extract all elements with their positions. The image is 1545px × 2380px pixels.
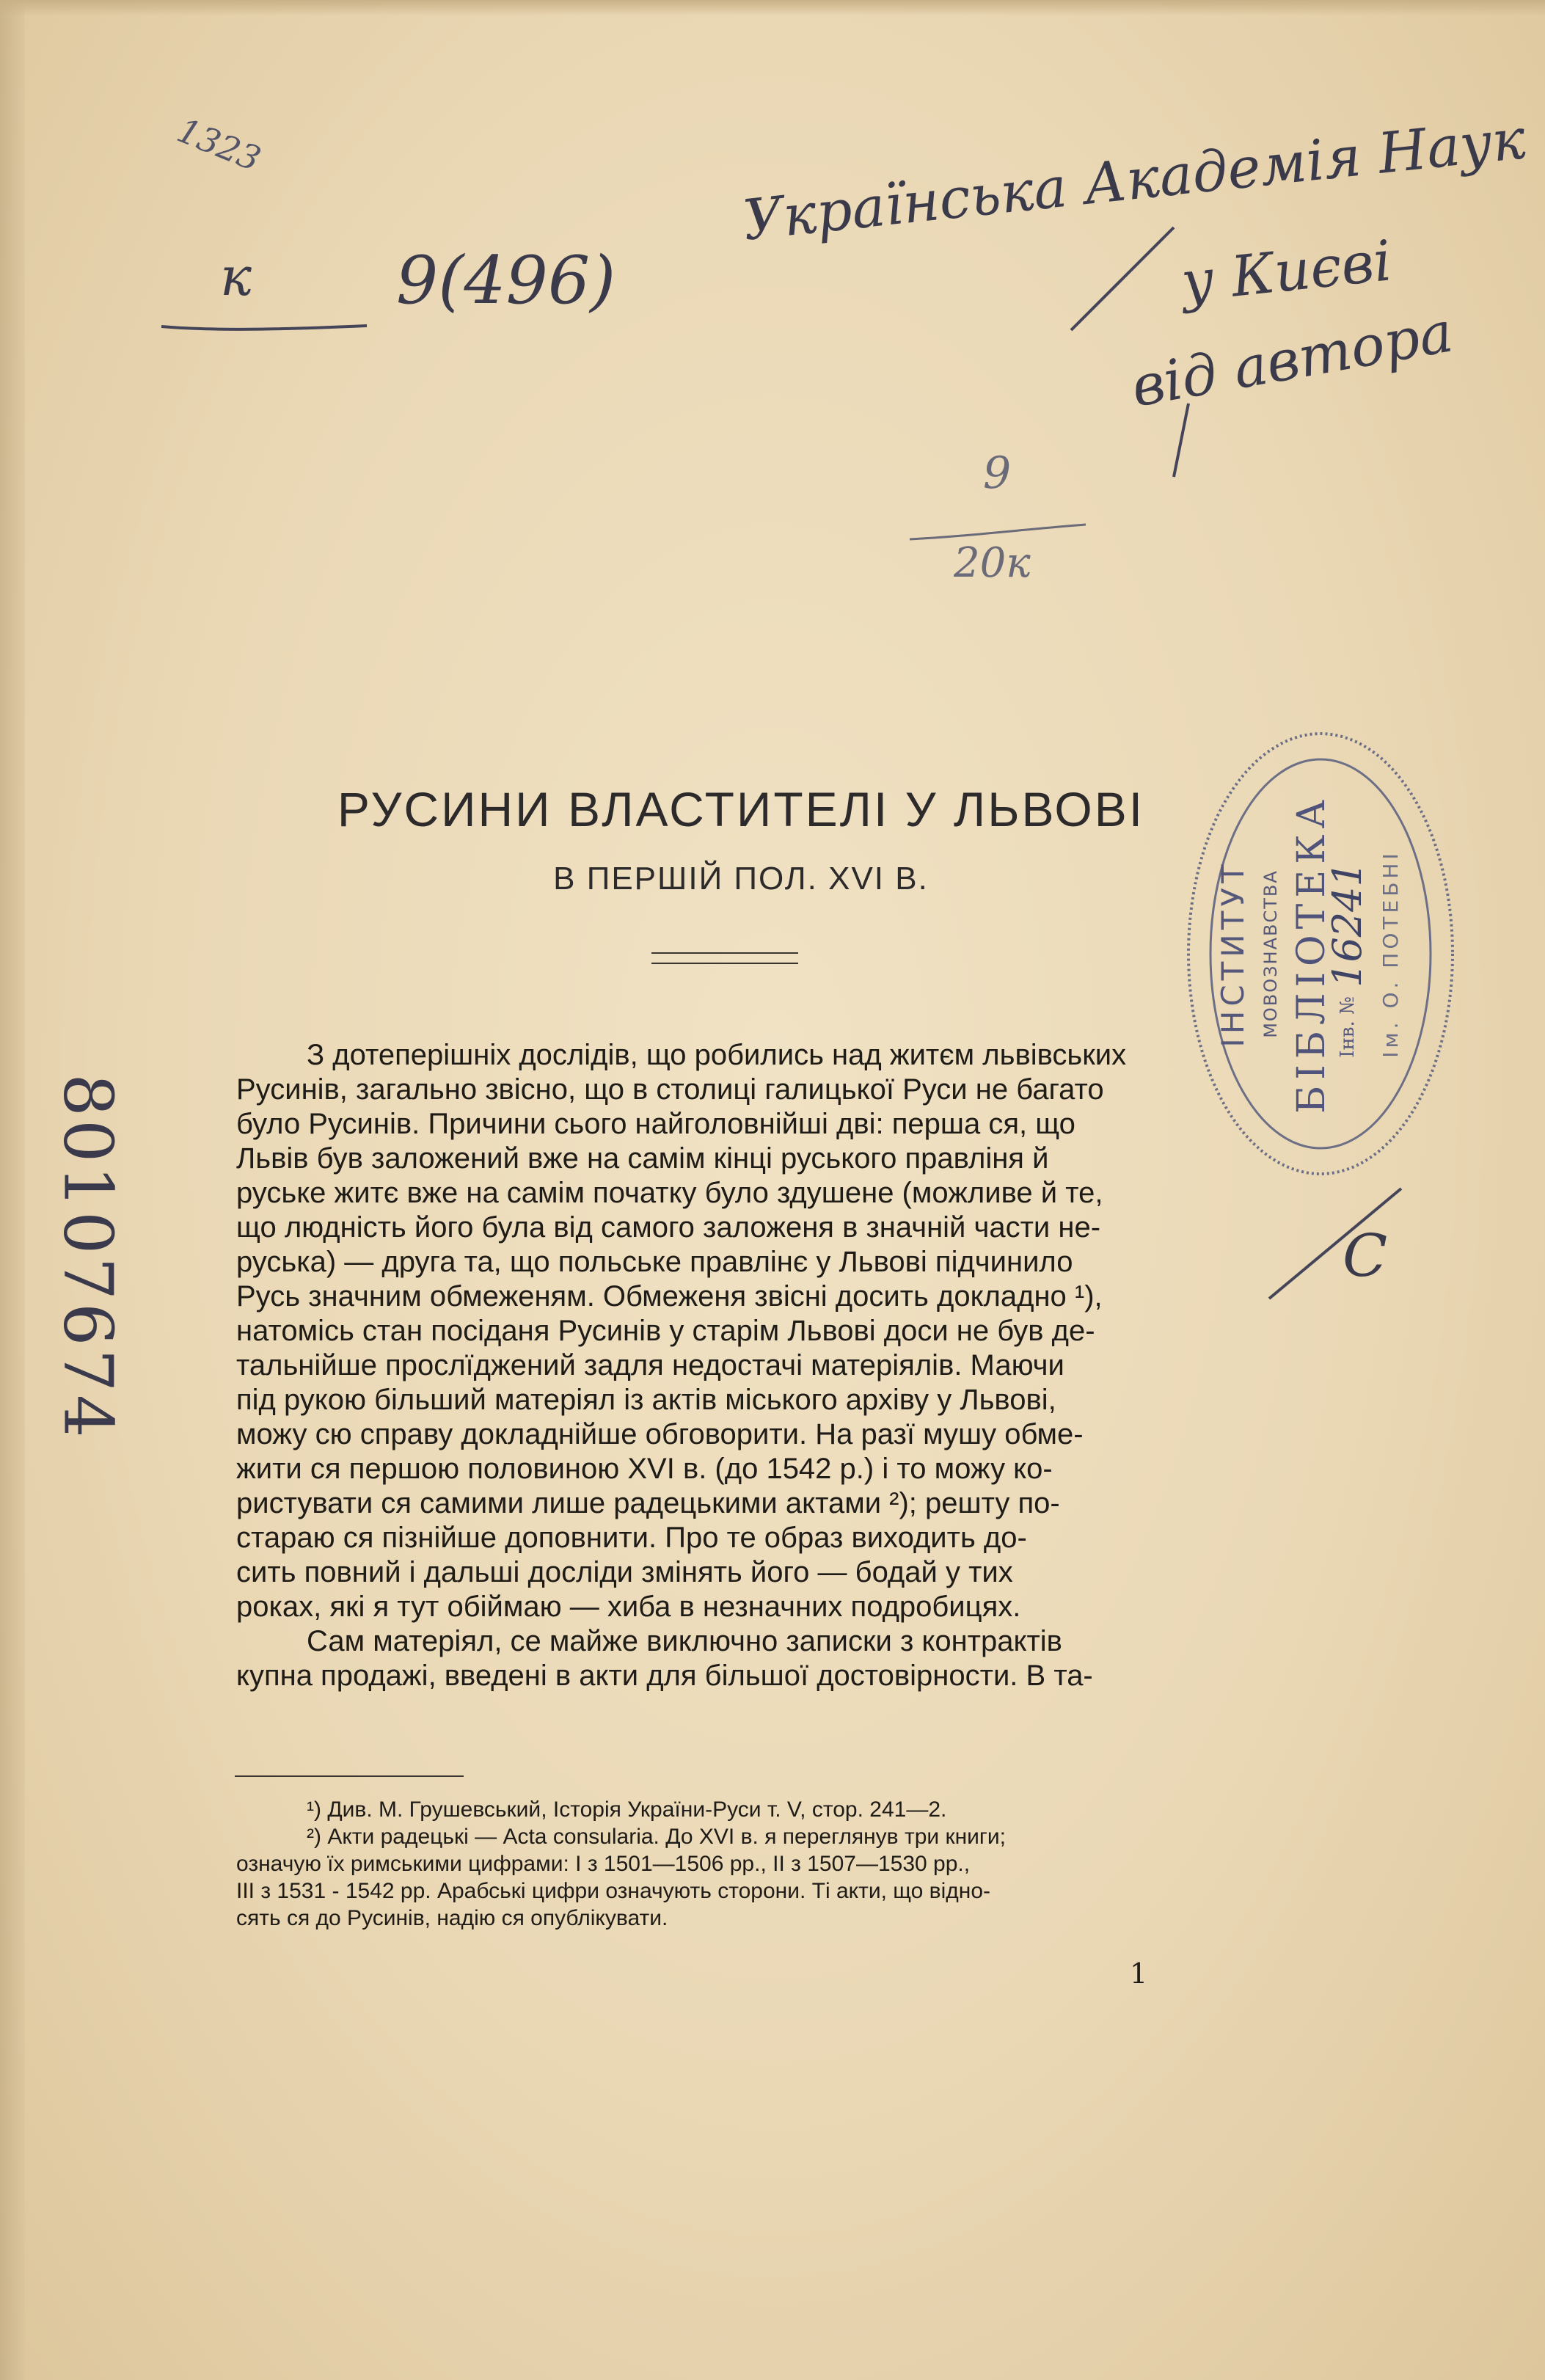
body-line: тальнійше прослїджений задля недостачі матеріялів. Маючи [236, 1349, 1064, 1381]
stamp-inventory-number: 16241 [1324, 861, 1370, 988]
footnote-line: III з 1531 - 1542 рр. Арабські цифри означують сторони. Ті акти, що відно- [236, 1879, 990, 1903]
handwritten-dedication-line1: Українська Академія Наук [739, 106, 1529, 253]
page-top-edge [0, 0, 1545, 16]
body-line: було Русинів. Причини сього найголовнійші дві: перша ся, що [236, 1108, 1075, 1140]
body-line: Русь значним обмеженям. Обмеженя звісні досить докладно ¹), [236, 1280, 1103, 1313]
stamp-main: БІБЛІОТЕКА [1290, 794, 1334, 1114]
handwritten-shelf-mark: 9(496) [396, 242, 616, 319]
body-line: З дотеперішніх дослідів, що робились над житєм львівських [307, 1039, 1127, 1071]
body-line: Русинів, загально звісно, що в столиці галицької Руси не багато [236, 1073, 1104, 1106]
document-subtitle: В ПЕРШІЙ ПОЛ. XVI В. [553, 861, 929, 897]
handwritten-shelf-prefix: к [220, 246, 252, 307]
body-line: купна продажі, введені в акти для більшої достовірности. В та- [236, 1660, 1093, 1692]
stamp-top-arc: ІНСТИТУТ [1215, 860, 1251, 1048]
handwritten-fraction-top: 9 [983, 448, 1012, 499]
library-stamp [1174, 719, 1467, 1189]
handwritten-slash-1 [1056, 220, 1188, 337]
stamp-inventory-label: Інв. № [1337, 996, 1359, 1058]
body-text [236, 1038, 1216, 1693]
stamp-middle: МОВОЗНАВСТВА [1260, 869, 1281, 1038]
page-left-edge [0, 0, 25, 2380]
handwritten-side-inventory: 80107674 [48, 1073, 128, 1441]
handwritten-dedication-line2: у Києві [1178, 227, 1395, 315]
handwritten-underline [154, 293, 374, 337]
title-divider [651, 952, 798, 964]
footnote-line: ¹) Див. М. Грушевський, Історія України-Руси т. V, стор. 241—2. [307, 1797, 947, 1822]
document-title: РУСИНИ ВЛАСТИТЕЛІ У ЛЬВОВІ [337, 782, 1145, 836]
body-line: руське житє вже на самім початку було здушене (можливе й те, [236, 1177, 1103, 1209]
handwritten-fraction-bottom: 20к [954, 539, 1031, 587]
handwritten-margin-mark: С [1343, 1222, 1388, 1290]
body-line: під рукою більший матеріял із актів міського архіву у Львові, [236, 1384, 1056, 1416]
body-line: стараю ся пізнійше доповнити. Про те образ виходить до- [236, 1522, 1027, 1554]
footnote-line: означую їх римськими цифрами: I з 1501—1506 рр., II з 1507—1530 рр., [236, 1852, 971, 1876]
footnote-divider [235, 1775, 464, 1777]
body-line: ристувати ся самими лише радецькими актами ²); решту по- [236, 1487, 1060, 1519]
handwritten-slash-2 [1159, 396, 1247, 484]
body-line: Львів був заложений вже на самім кінці руського правліня й [236, 1142, 1049, 1175]
page-number: 1 [1130, 1957, 1148, 1990]
footnotes [236, 1796, 1216, 1932]
handwritten-dedication-line3: від автора [1126, 299, 1458, 420]
body-line: сить повний і дальші досліди змінять його — бодай у тих [236, 1556, 1013, 1588]
body-line: роках, які я тут обіймаю — хиба в незначних подробицях. [236, 1591, 1021, 1623]
body-line: що людність його була від самого заложеня в значній части не- [236, 1211, 1101, 1244]
handwritten-number: 1323 [172, 110, 266, 179]
body-line: жити ся першою половиною XVI в. (до 1542 р.) і то можу ко- [236, 1453, 1053, 1485]
stamp-bottom-arc: Ім. О. ПОТЕБНІ [1378, 850, 1403, 1058]
footnote-line: сять ся до Русинів, надію ся опублікувати. [236, 1906, 668, 1930]
footnote-line: ²) Акти радецькі — Acta consularia. До XVI в. я переглянув три книги; [307, 1825, 1006, 1849]
body-line: можу сю справу докладнійше обговорити. На разї мушу обме- [236, 1418, 1084, 1450]
body-line: руська) — друга та, що польське правлінє у Львові підчинило [236, 1246, 1073, 1278]
body-line: натомісь стан посіданя Русинів у старім Львові доси не був де- [236, 1315, 1095, 1347]
body-line: Сам матеріял, се майже виключно записки з контрактів [307, 1625, 1062, 1657]
